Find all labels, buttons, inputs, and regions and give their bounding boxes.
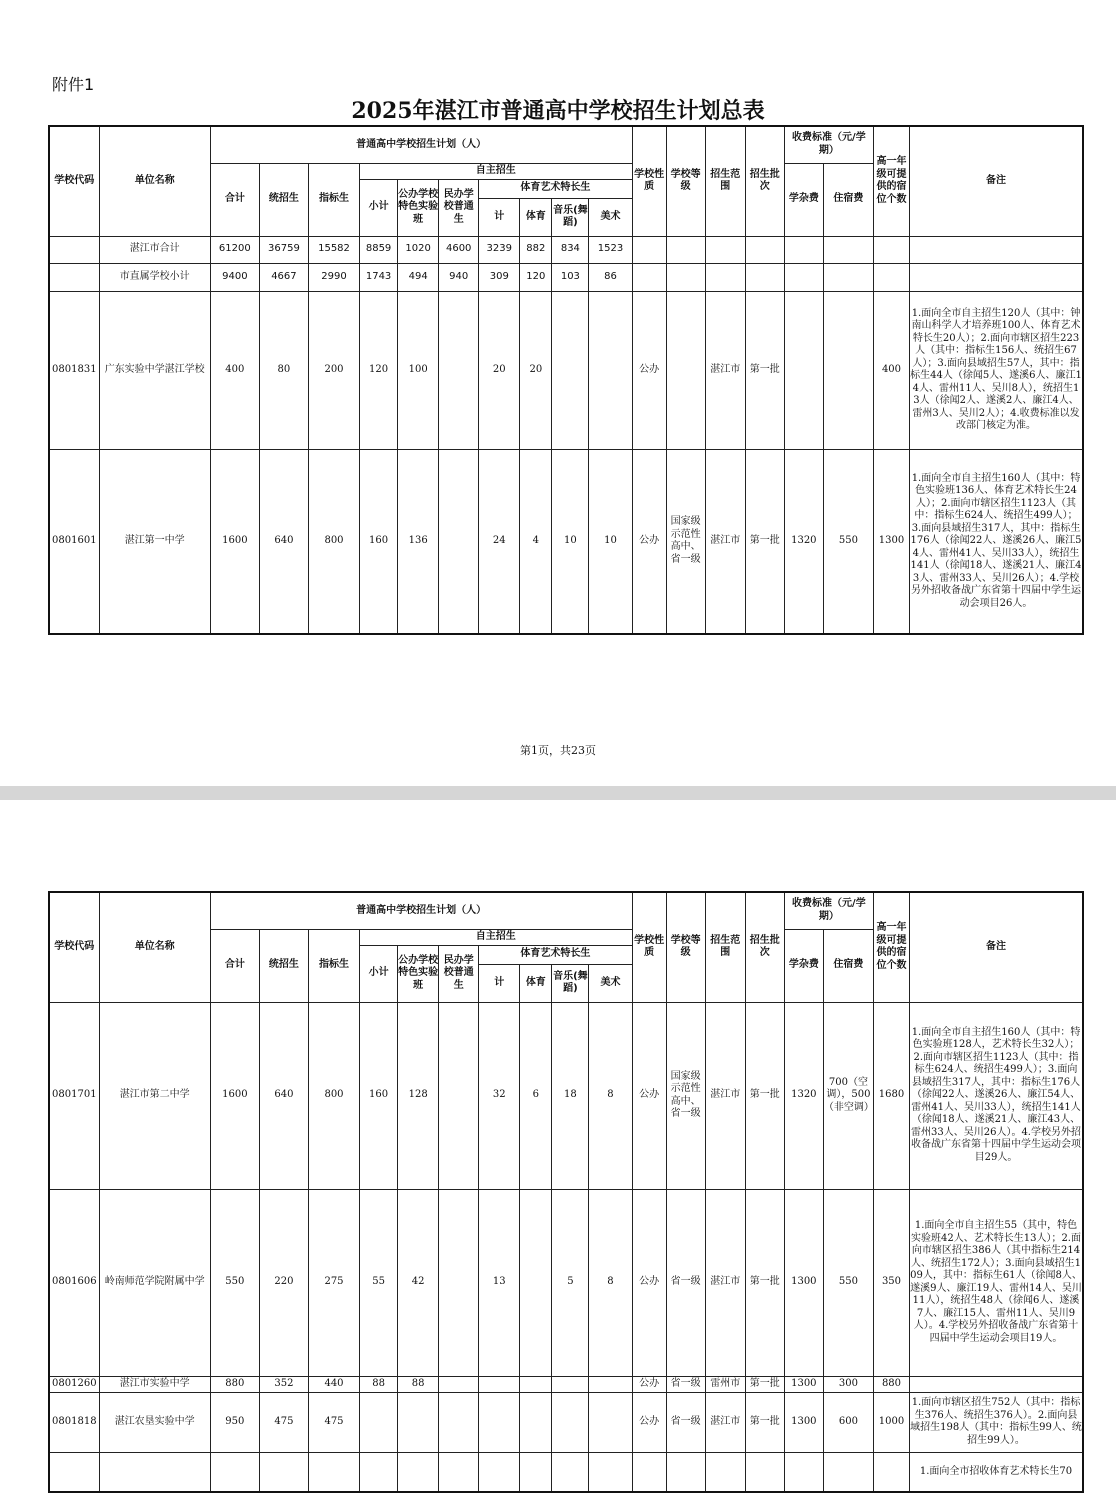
col-header-batch: 招生批次 [745,892,784,1002]
cell-name: 湛江农垦实验中学 [99,1392,210,1452]
cell-remarks: 1.面向全市自主招生160人（其中：特色实验班128人，艺术特长生32人）；2.面向市辖区招生1123人（其中：指标生624人、统招生499人）；3.面向县域招生317人，其中：指标生176人（徐闻22人、遂溪26人、廉江54人、雷州41人、吴川33人），统招生141人（徐闻18人、遂溪21人、廉江43人、雷州33人、吴川26人）。4.学校另外招收备战广东省第十四届中学生运动会项目29人。 [910,1002,1083,1189]
cell-fine-arts: 10 [589,449,632,634]
cell-tuition: 1320 [784,449,823,634]
col-header-arts-total: 计 [479,964,520,1002]
cell-tuition: 1320 [784,1002,823,1189]
cell-batch: 第一批 [745,1392,784,1452]
cell-subtotal: 88 [360,1376,398,1392]
cell-fine-arts [589,291,632,449]
cell-tuition: 1300 [784,1392,823,1452]
cell-scope: 湛江市 [705,449,745,634]
cell-scope: 湛江市 [705,1392,745,1452]
cell-sports: 120 [520,263,552,291]
cell-nature: 公办 [632,1376,666,1392]
cell-batch: 第一批 [745,449,784,634]
col-header-total: 合计 [210,929,259,1002]
cell-total: 550 [210,1189,259,1376]
cell-music [552,291,589,449]
cell-nature: 公办 [632,1189,666,1376]
cell-code: 0801701 [49,1002,99,1189]
cell-code [49,1452,99,1492]
col-header-nature: 学校性质 [632,892,666,1002]
enrollment-table-page-2 [48,891,1084,1493]
cell-public-special: 136 [398,449,439,634]
cell-music: 5 [552,1189,589,1376]
cell-nature: 公办 [632,1392,666,1452]
col-header-nature: 学校性质 [632,126,666,236]
col-header-total: 合计 [210,163,259,236]
cell-tuition: 1300 [784,1189,823,1376]
cell-empty [705,236,745,263]
cell-public-special: 100 [398,291,439,449]
cell-name: 岭南师范学院附属中学 [99,1189,210,1376]
cell-arts-total: 13 [479,1189,520,1376]
cell-quota: 15582 [308,236,359,263]
table-row [49,449,1083,634]
col-header-arts-group: 体育艺术特长生 [479,945,632,964]
cell-arts-total [479,1376,520,1392]
cell-empty [784,263,823,291]
col-header-level: 学校等级 [666,126,705,236]
cell-public-special: 128 [398,1002,439,1189]
col-header-arts-total: 计 [479,198,520,236]
col-header-scope: 招生范围 [705,126,745,236]
cell-arts-total: 32 [479,1002,520,1189]
cell-subtotal [360,1392,398,1452]
cell-empty [632,236,666,263]
col-header-scope: 招生范围 [705,892,745,1002]
cell-private-general: 940 [439,263,479,291]
col-header-private-general: 民办学校普通生 [439,945,479,1002]
cell-batch: 第一批 [745,1376,784,1392]
cell-arts-total [479,1392,520,1452]
cell-scope [705,1452,745,1492]
cell-empty [632,263,666,291]
cell-subtotal: 160 [360,449,398,634]
col-header-public-special: 公办学校特色实验班 [398,945,439,1002]
cell-code [49,236,99,263]
col-header-beds: 高一年级可提供的宿位个数 [873,126,909,236]
cell-quota: 200 [308,291,359,449]
cell-empty [745,263,784,291]
cell-fine-arts: 1523 [589,236,632,263]
cell-batch: 第一批 [745,1189,784,1376]
col-header-unified: 统招生 [259,929,308,1002]
cell-name: 广东实验中学湛江学校 [99,291,210,449]
cell-code: 0801818 [49,1392,99,1452]
col-header-sports: 体育 [520,198,552,236]
col-header-self-group: 自主招生 [360,163,633,179]
cell-level [666,291,705,449]
col-header-plan-group: 普通高中学校招生计划（人） [210,126,632,163]
cell-lodging: 550 [823,1189,873,1376]
cell-music: 10 [552,449,589,634]
cell-lodging [823,1452,873,1492]
cell-nature [632,1452,666,1492]
cell-sports [520,1189,552,1376]
col-header-remarks: 备注 [910,126,1083,236]
cell-name: 湛江市第二中学 [99,1002,210,1189]
cell-music [552,1376,589,1392]
cell-empty [745,236,784,263]
cell-beds: 1000 [873,1392,909,1452]
cell-unified: 640 [259,449,308,634]
cell-tuition [784,291,823,449]
col-header-self-group: 自主招生 [360,929,633,945]
cell-private-general [439,1452,479,1492]
cell-public-special: 88 [398,1376,439,1392]
cell-scope: 湛江市 [705,291,745,449]
summary-row [49,236,1083,263]
cell-empty [705,263,745,291]
table-row [49,1002,1083,1189]
document-page-2 [0,800,1116,1477]
col-header-fine-arts: 美术 [589,198,632,236]
col-header-subtotal: 小计 [360,179,398,236]
cell-total: 880 [210,1376,259,1392]
summary-row [49,263,1083,291]
cell-beds: 350 [873,1189,909,1376]
cell-empty [910,263,1083,291]
cell-subtotal: 120 [360,291,398,449]
cell-beds: 880 [873,1376,909,1392]
cell-arts-total: 24 [479,449,520,634]
cell-subtotal: 160 [360,1002,398,1189]
cell-private-general [439,1376,479,1392]
cell-quota: 440 [308,1376,359,1392]
cell-fine-arts [589,1392,632,1452]
cell-unified: 475 [259,1392,308,1452]
cell-unified: 36759 [259,236,308,263]
cell-fine-arts [589,1376,632,1392]
cell-beds: 1300 [873,449,909,634]
col-header-fee-group: 收费标准（元/学期） [784,892,873,929]
col-header-music: 音乐(舞蹈) [552,198,589,236]
cell-music: 103 [552,263,589,291]
col-header-fee-group: 收费标准（元/学期） [784,126,873,163]
cell-lodging: 300 [823,1376,873,1392]
cell-public-special [398,1392,439,1452]
col-header-public-special: 公办学校特色实验班 [398,179,439,236]
cell-code: 0801606 [49,1189,99,1376]
col-header-music: 音乐(舞蹈) [552,964,589,1002]
cell-name: 湛江市合计 [99,236,210,263]
col-header-private-general: 民办学校普通生 [439,179,479,236]
cell-lodging [823,291,873,449]
cell-beds: 400 [873,291,909,449]
cell-sports: 882 [520,236,552,263]
cell-empty [823,236,873,263]
cell-arts-total: 3239 [479,236,520,263]
cell-total: 9400 [210,263,259,291]
cell-level [666,1452,705,1492]
cell-level: 国家级示范性高中、省一级 [666,449,705,634]
cell-unified: 220 [259,1189,308,1376]
cell-remarks: 1.面向全市自主招生120人（其中：钟南山科学人才培养班100人、体育艺术特长生20人）；2.面向市辖区招生223人（其中：指标生156人、统招生67人）；3.面向县域招生57人，其中：指标生44人（徐闻5人、遂溪6人、廉江14人、雷州11人、吴川8人），统招生13人（徐闻2人、遂溪2人、廉江4人、雷州3人、吴川2人）；4.收费标准以发改部门核定为准。 [910,291,1083,449]
col-header-tuition: 学杂费 [784,929,823,1002]
enrollment-table-page-1 [48,125,1084,635]
attachment-label: 附件1 [52,75,95,94]
cell-public-special: 494 [398,263,439,291]
col-header-plan-group: 普通高中学校招生计划（人） [210,892,632,929]
cell-tuition [784,1452,823,1492]
cell-batch: 第一批 [745,1002,784,1189]
cell-name: 湛江第一中学 [99,449,210,634]
cell-music: 834 [552,236,589,263]
col-header-lodging: 住宿费 [823,929,873,1002]
cell-remarks: 1.面向全市自主招生160人（其中：特色实验班136人、体育艺术特长生24人）；2.面向市辖区招生1123人（其中：指标生624人、统招生499人）；3.面向县域招生317人，其中：指标生176人（徐闻22人、遂溪26人、廉江54人、雷州41人、吴川33人），统招生141人（徐闻18人、遂溪21人、廉江43人、雷州33人、吴川26人）；4.学校另外招收备战广东省第十四届中学生运动会项目26人。 [910,449,1083,634]
cell-sports [520,1452,552,1492]
cell-music [552,1452,589,1492]
col-header-code: 学校代码 [49,126,99,236]
cell-total: 1600 [210,449,259,634]
cell-tuition: 1300 [784,1376,823,1392]
cell-empty [784,236,823,263]
cell-sports: 6 [520,1002,552,1189]
cell-subtotal: 1743 [360,263,398,291]
cell-private-general [439,291,479,449]
cell-level: 省一级 [666,1376,705,1392]
cell-subtotal: 55 [360,1189,398,1376]
cell-quota: 475 [308,1392,359,1452]
cell-arts-total: 20 [479,291,520,449]
cell-empty [910,236,1083,263]
cell-remarks: 1.面向全市招收体育艺术特长生70 [910,1452,1083,1492]
cell-batch [745,1452,784,1492]
page-separator [0,786,1116,800]
col-header-lodging: 住宿费 [823,163,873,236]
cell-private-general: 4600 [439,236,479,263]
cell-lodging: 700（空调），500（非空调） [823,1002,873,1189]
col-header-fine-arts: 美术 [589,964,632,1002]
cell-fine-arts: 8 [589,1189,632,1376]
table-row [49,291,1083,449]
cell-unified: 80 [259,291,308,449]
col-header-name: 单位名称 [99,126,210,236]
cell-name: 湛江市实验中学 [99,1376,210,1392]
col-header-beds: 高一年级可提供的宿位个数 [873,892,909,1002]
cell-total: 400 [210,291,259,449]
cell-scope: 湛江市 [705,1002,745,1189]
cell-unified: 4667 [259,263,308,291]
cell-empty [873,236,909,263]
cell-empty [666,263,705,291]
cell-arts-total [479,1452,520,1492]
cell-fine-arts: 86 [589,263,632,291]
col-header-batch: 招生批次 [745,126,784,236]
table-row [49,1189,1083,1376]
cell-total: 61200 [210,236,259,263]
cell-private-general [439,1002,479,1189]
table-row [49,1452,1083,1492]
cell-nature: 公办 [632,449,666,634]
cell-fine-arts: 8 [589,1002,632,1189]
col-header-level: 学校等级 [666,892,705,1002]
col-header-arts-group: 体育艺术特长生 [479,179,632,198]
cell-unified: 640 [259,1002,308,1189]
col-header-name: 单位名称 [99,892,210,1002]
cell-remarks [910,1376,1083,1392]
cell-lodging: 600 [823,1392,873,1452]
cell-total [210,1452,259,1492]
cell-name: 市直属学校小计 [99,263,210,291]
cell-quota [308,1452,359,1492]
col-header-quota: 指标生 [308,163,359,236]
cell-total: 1600 [210,1002,259,1189]
table-row [49,1392,1083,1452]
cell-sports: 4 [520,449,552,634]
cell-music [552,1392,589,1452]
cell-arts-total: 309 [479,263,520,291]
cell-nature: 公办 [632,291,666,449]
cell-private-general [439,1189,479,1376]
cell-subtotal [360,1452,398,1492]
cell-empty [823,263,873,291]
cell-total: 950 [210,1392,259,1452]
cell-batch: 第一批 [745,291,784,449]
cell-quota: 275 [308,1189,359,1376]
cell-code: 0801601 [49,449,99,634]
cell-level: 国家级示范性高中、省一级 [666,1002,705,1189]
cell-subtotal: 8859 [360,236,398,263]
cell-code: 0801831 [49,291,99,449]
cell-name [99,1452,210,1492]
cell-quota: 2990 [308,263,359,291]
cell-unified: 352 [259,1376,308,1392]
col-header-remarks: 备注 [910,892,1083,1002]
cell-quota: 800 [308,449,359,634]
cell-unified [259,1452,308,1492]
cell-code: 0801260 [49,1376,99,1392]
cell-private-general [439,1392,479,1452]
cell-sports [520,1392,552,1452]
cell-sports: 20 [520,291,552,449]
col-header-quota: 指标生 [308,929,359,1002]
table-row [49,1376,1083,1392]
cell-sports [520,1376,552,1392]
cell-lodging: 550 [823,449,873,634]
cell-remarks: 1.面向市辖区招生752人（其中：指标生376人、统招生376人）。2.面向县域招生198人（其中：指标生99人、统招生99人）。 [910,1392,1083,1452]
cell-code [49,263,99,291]
cell-level: 省一级 [666,1189,705,1376]
cell-remarks: 1.面向全市自主招生55（其中，特色实验班42人、艺术特长生13人）；2.面向市辖区招生386人（其中指标生214人、统招生172人）；3.面向县域招生109人，其中：指标生61人（徐闻8人、遂溪9人、廉江19人、雷州14人、吴川11人），统招生48人（徐闻6人、遂溪7人、廉江15人、雷州11人、吴川9人）。4.学校另外招收备战广东省第十四届中学生运动会项目19人。 [910,1189,1083,1376]
cell-public-special: 1020 [398,236,439,263]
cell-public-special: 42 [398,1189,439,1376]
cell-quota: 800 [308,1002,359,1189]
col-header-unified: 统招生 [259,163,308,236]
cell-scope: 雷州市 [705,1376,745,1392]
col-header-subtotal: 小计 [360,945,398,1002]
col-header-code: 学校代码 [49,892,99,1002]
cell-public-special [398,1452,439,1492]
cell-level: 省一级 [666,1392,705,1452]
cell-empty [873,263,909,291]
document-title: 2025年湛江市普通高中学校招生计划总表 [351,98,765,124]
cell-beds: 1680 [873,1002,909,1189]
cell-private-general [439,449,479,634]
cell-nature: 公办 [632,1002,666,1189]
cell-scope: 湛江市 [705,1189,745,1376]
cell-music: 18 [552,1002,589,1189]
cell-empty [666,236,705,263]
cell-fine-arts [589,1452,632,1492]
col-header-sports: 体育 [520,964,552,1002]
col-header-tuition: 学杂费 [784,163,823,236]
cell-beds [873,1452,909,1492]
page-indicator: 第1页，共23页 [520,744,596,757]
